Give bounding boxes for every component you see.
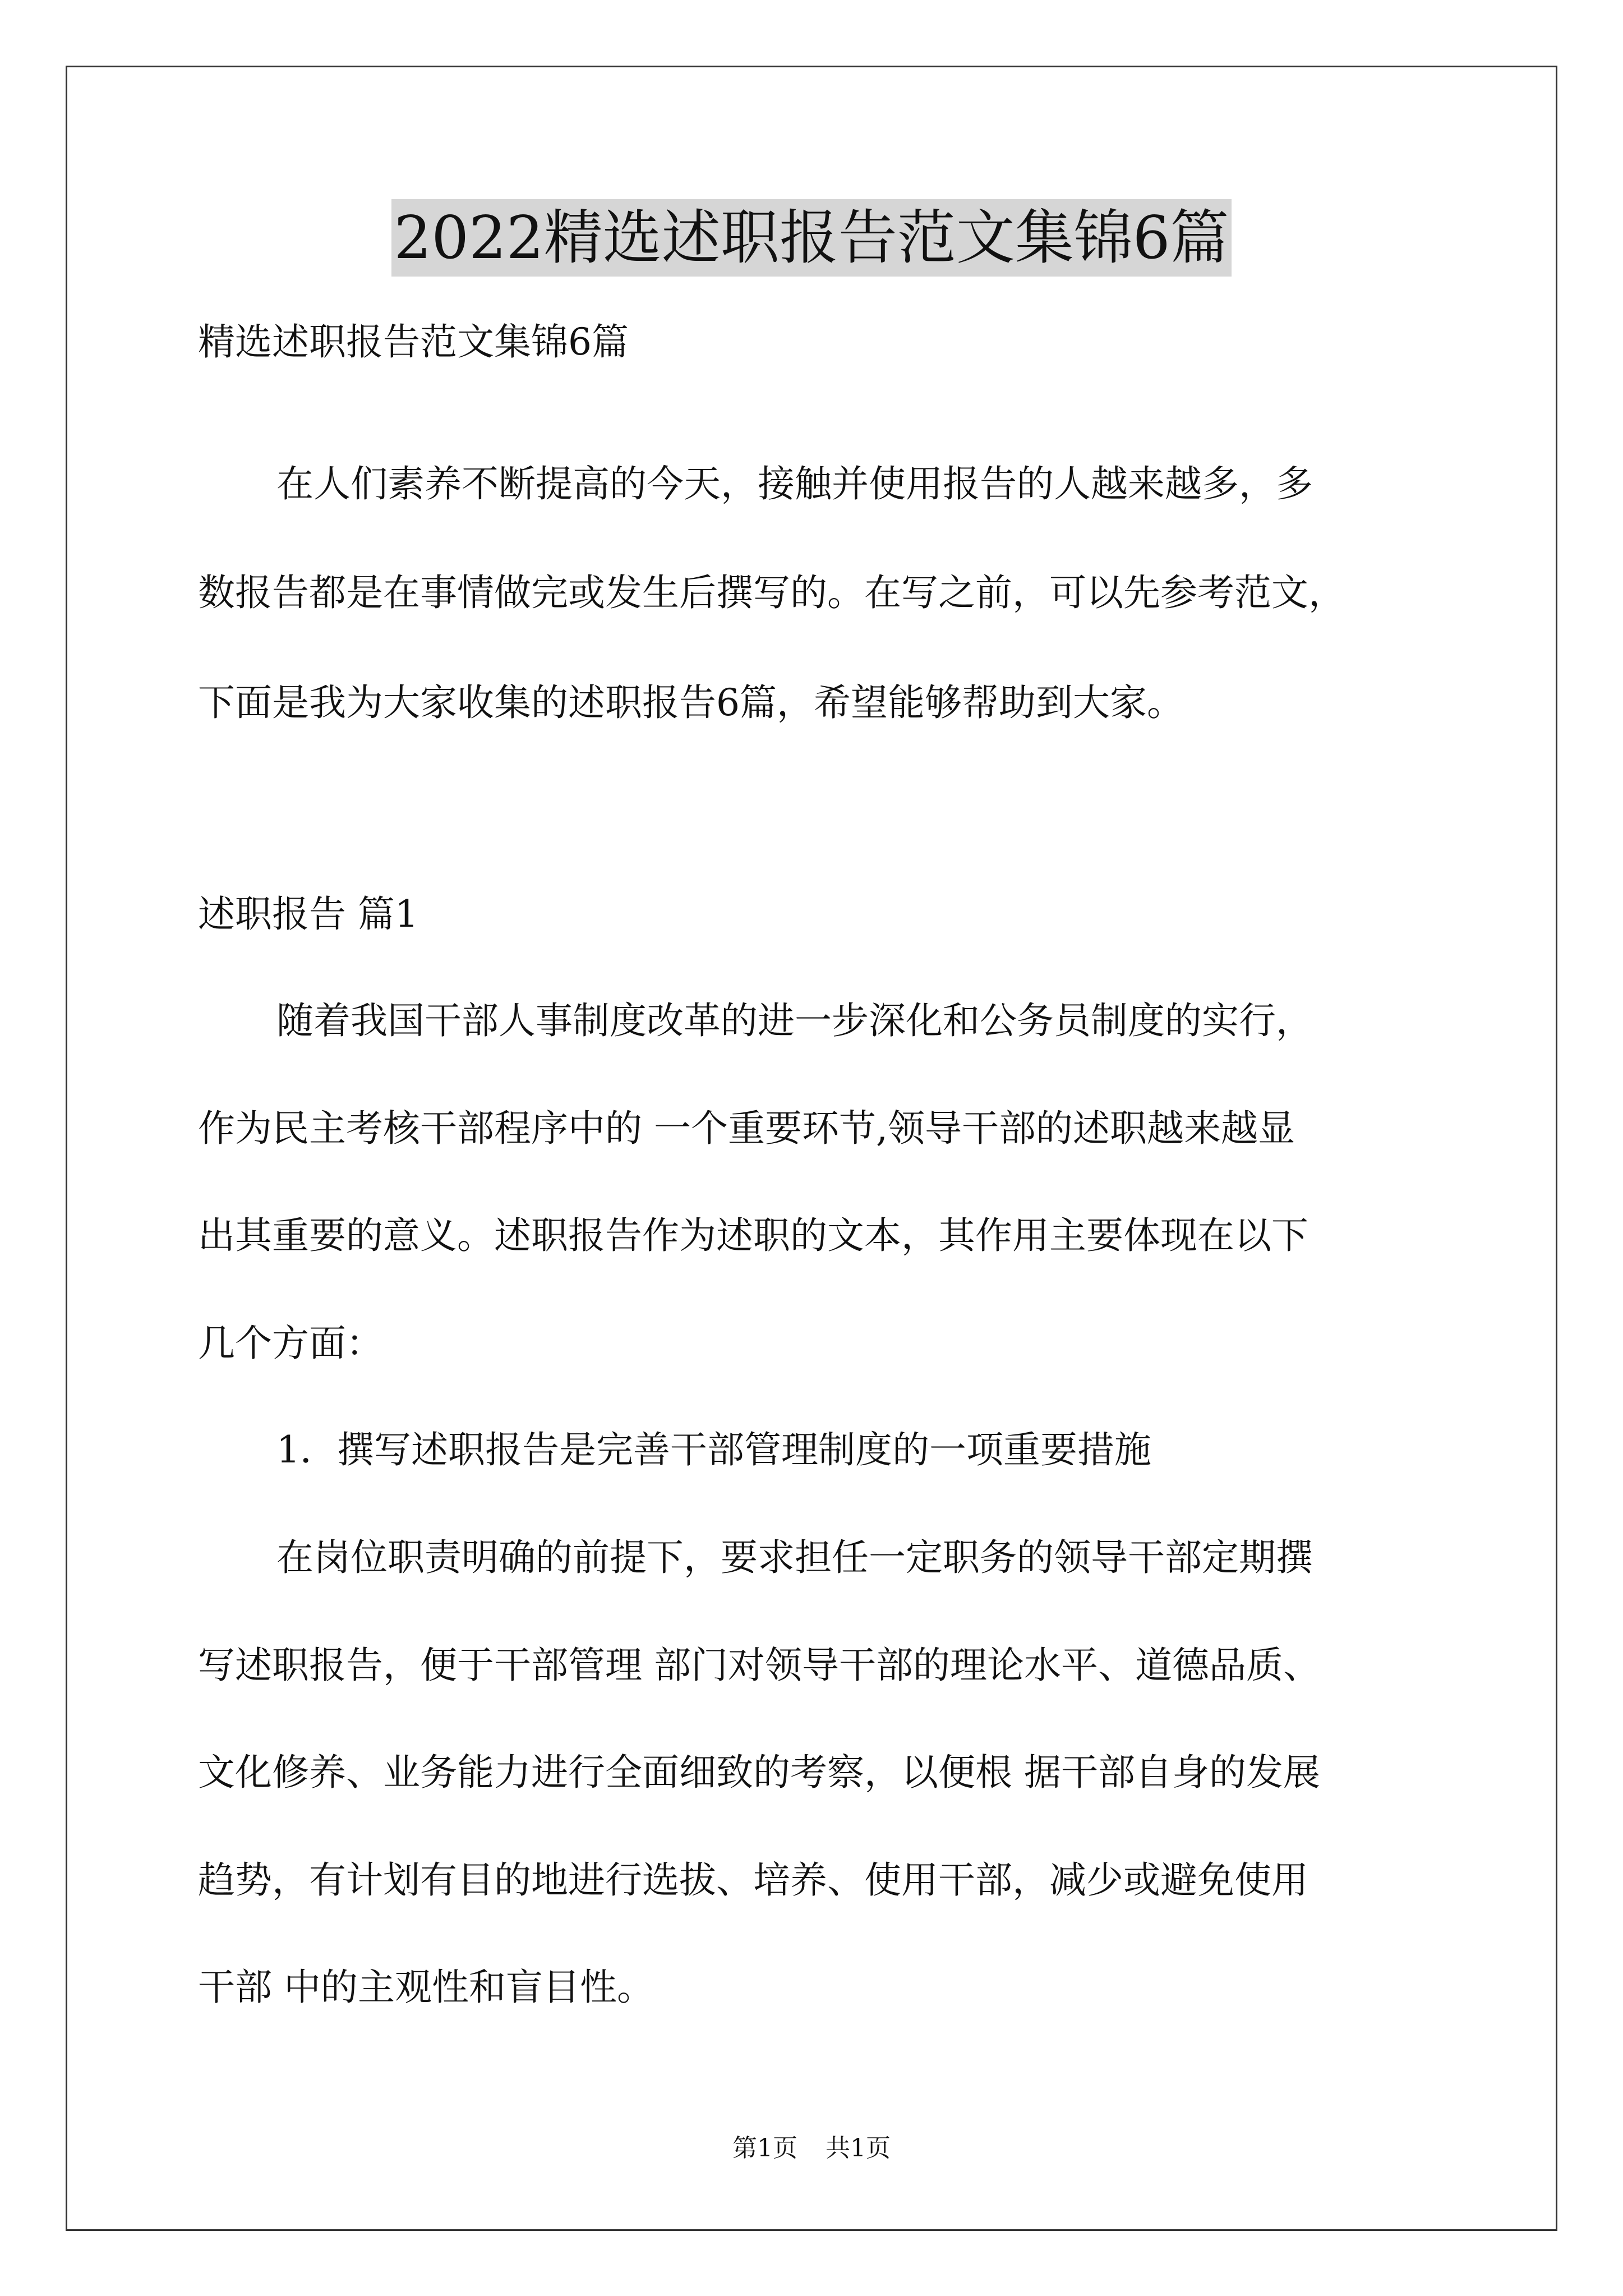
document-subtitle: 精选述职报告范文集锦6篇: [198, 320, 629, 364]
intro-line-2: 数报告都是在事情做完或发生后撰写的。在写之前，可以先参考范文，: [198, 571, 1345, 614]
section-line-3: 出其重要的意义。述职报告作为述职的文本，其作用主要体现在以下: [198, 1214, 1308, 1257]
intro-line-3: 下面是我为大家收集的述职报告6篇，希望能够帮助到大家。: [198, 681, 1184, 724]
document-title: 2022精选述职报告范文集锦6篇: [0, 199, 1623, 277]
section-line-5: 1．撰写述职报告是完善干部管理制度的一项重要措施: [276, 1428, 1151, 1471]
intro-line-1: 在人们素养不断提高的今天，接触并使用报告的人越来越多，多: [276, 462, 1313, 505]
section-line-7: 写述职报告，便于干部管理 部门对领导干部的理论水平、道德品质、: [198, 1644, 1320, 1687]
section-line-8: 文化修养、业务能力进行全面细致的考察，以便根 据干部自身的发展: [198, 1751, 1320, 1794]
section-line-4: 几个方面：: [198, 1322, 383, 1365]
section-line-9: 趋势，有计划有目的地进行选拔、培养、使用干部，减少或避免使用: [198, 1858, 1308, 1902]
section-line-6: 在岗位职责明确的前提下，要求担任一定职务的领导干部定期撰: [276, 1536, 1313, 1579]
page-number-current: 第1页: [732, 2134, 797, 2162]
section-heading: 述职报告 篇1: [198, 892, 418, 936]
page-footer: [0, 2132, 1623, 2165]
section-line-1: 随着我国干部人事制度改革的进一步深化和公务员制度的实行，: [276, 999, 1313, 1042]
section-line-2: 作为民主考核干部程序中的 一个重要环节,领导干部的述职越来越显: [198, 1107, 1295, 1150]
page-number-total: 共1页: [826, 2134, 891, 2162]
section-line-10: 干部 中的主观性和盲目性。: [198, 1966, 654, 2009]
